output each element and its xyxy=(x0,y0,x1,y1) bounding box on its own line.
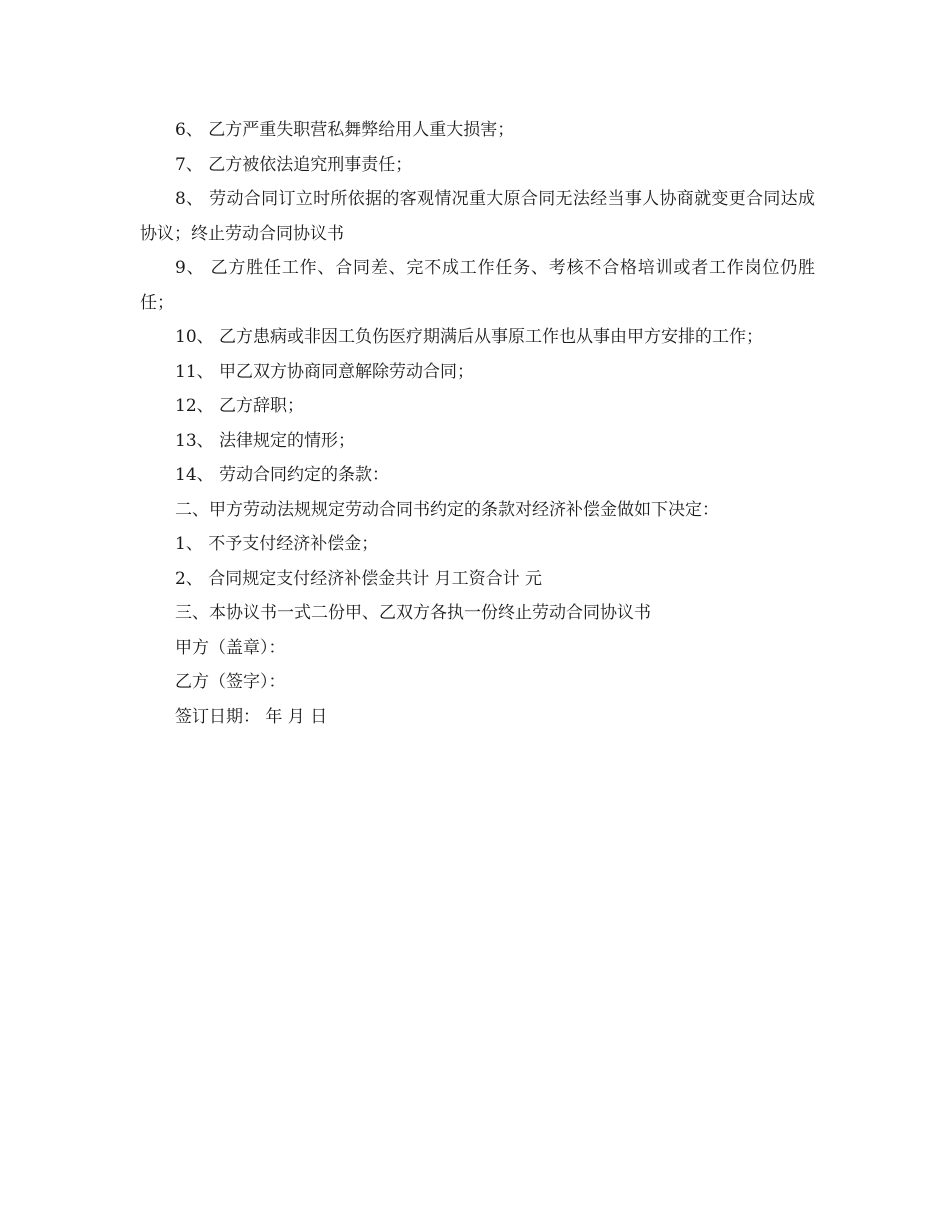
clause-8: 8、 劳动合同订立时所依据的客观情况重大原合同无法经当事人协商就变更合同达成协议；终止劳动合同协议书 xyxy=(140,189,815,244)
clause-10: 10、 乙方患病或非因工负伤医疗期满后从事原工作也从事由甲方安排的工作； xyxy=(175,327,764,347)
compensation-item-2: 2、 合同规定支付经济补偿金共计 月工资合计 元 xyxy=(175,568,543,589)
clause-14: 14、 劳动合同约定的条款： xyxy=(175,465,390,485)
clause-13: 13、 法律规定的情形； xyxy=(175,430,356,451)
party-a-seal-line: 甲方（盖章）： xyxy=(175,637,286,658)
clause-6: 6、 乙方严重失职营私舞弊给用人重大损害； xyxy=(175,120,515,140)
party-b-signature-line: 乙方（签字）： xyxy=(175,672,286,692)
clause-11: 11、 甲乙双方协商同意解除劳动合同； xyxy=(175,361,475,382)
section-2-heading: 二、甲方劳动法规规定劳动合同书约定的条款对经济补偿金做如下决定： xyxy=(175,499,719,520)
document-body xyxy=(140,113,815,734)
compensation-item-1: 1、 不予支付经济补偿金； xyxy=(175,534,379,554)
clause-9: 9、 乙方胜任工作、合同差、完不成工作任务、考核不合格培训或者工作岗位仍胜任； xyxy=(140,258,815,313)
clause-12: 12、 乙方辞职； xyxy=(175,396,305,416)
clause-7: 7、 乙方被依法追究刑事责任； xyxy=(175,154,413,175)
section-3-heading: 三、本协议书一式二份甲、乙双方各执一份终止劳动合同协议书 xyxy=(175,603,651,623)
signing-date-line: 签订日期： 年 月 日 xyxy=(175,706,328,727)
